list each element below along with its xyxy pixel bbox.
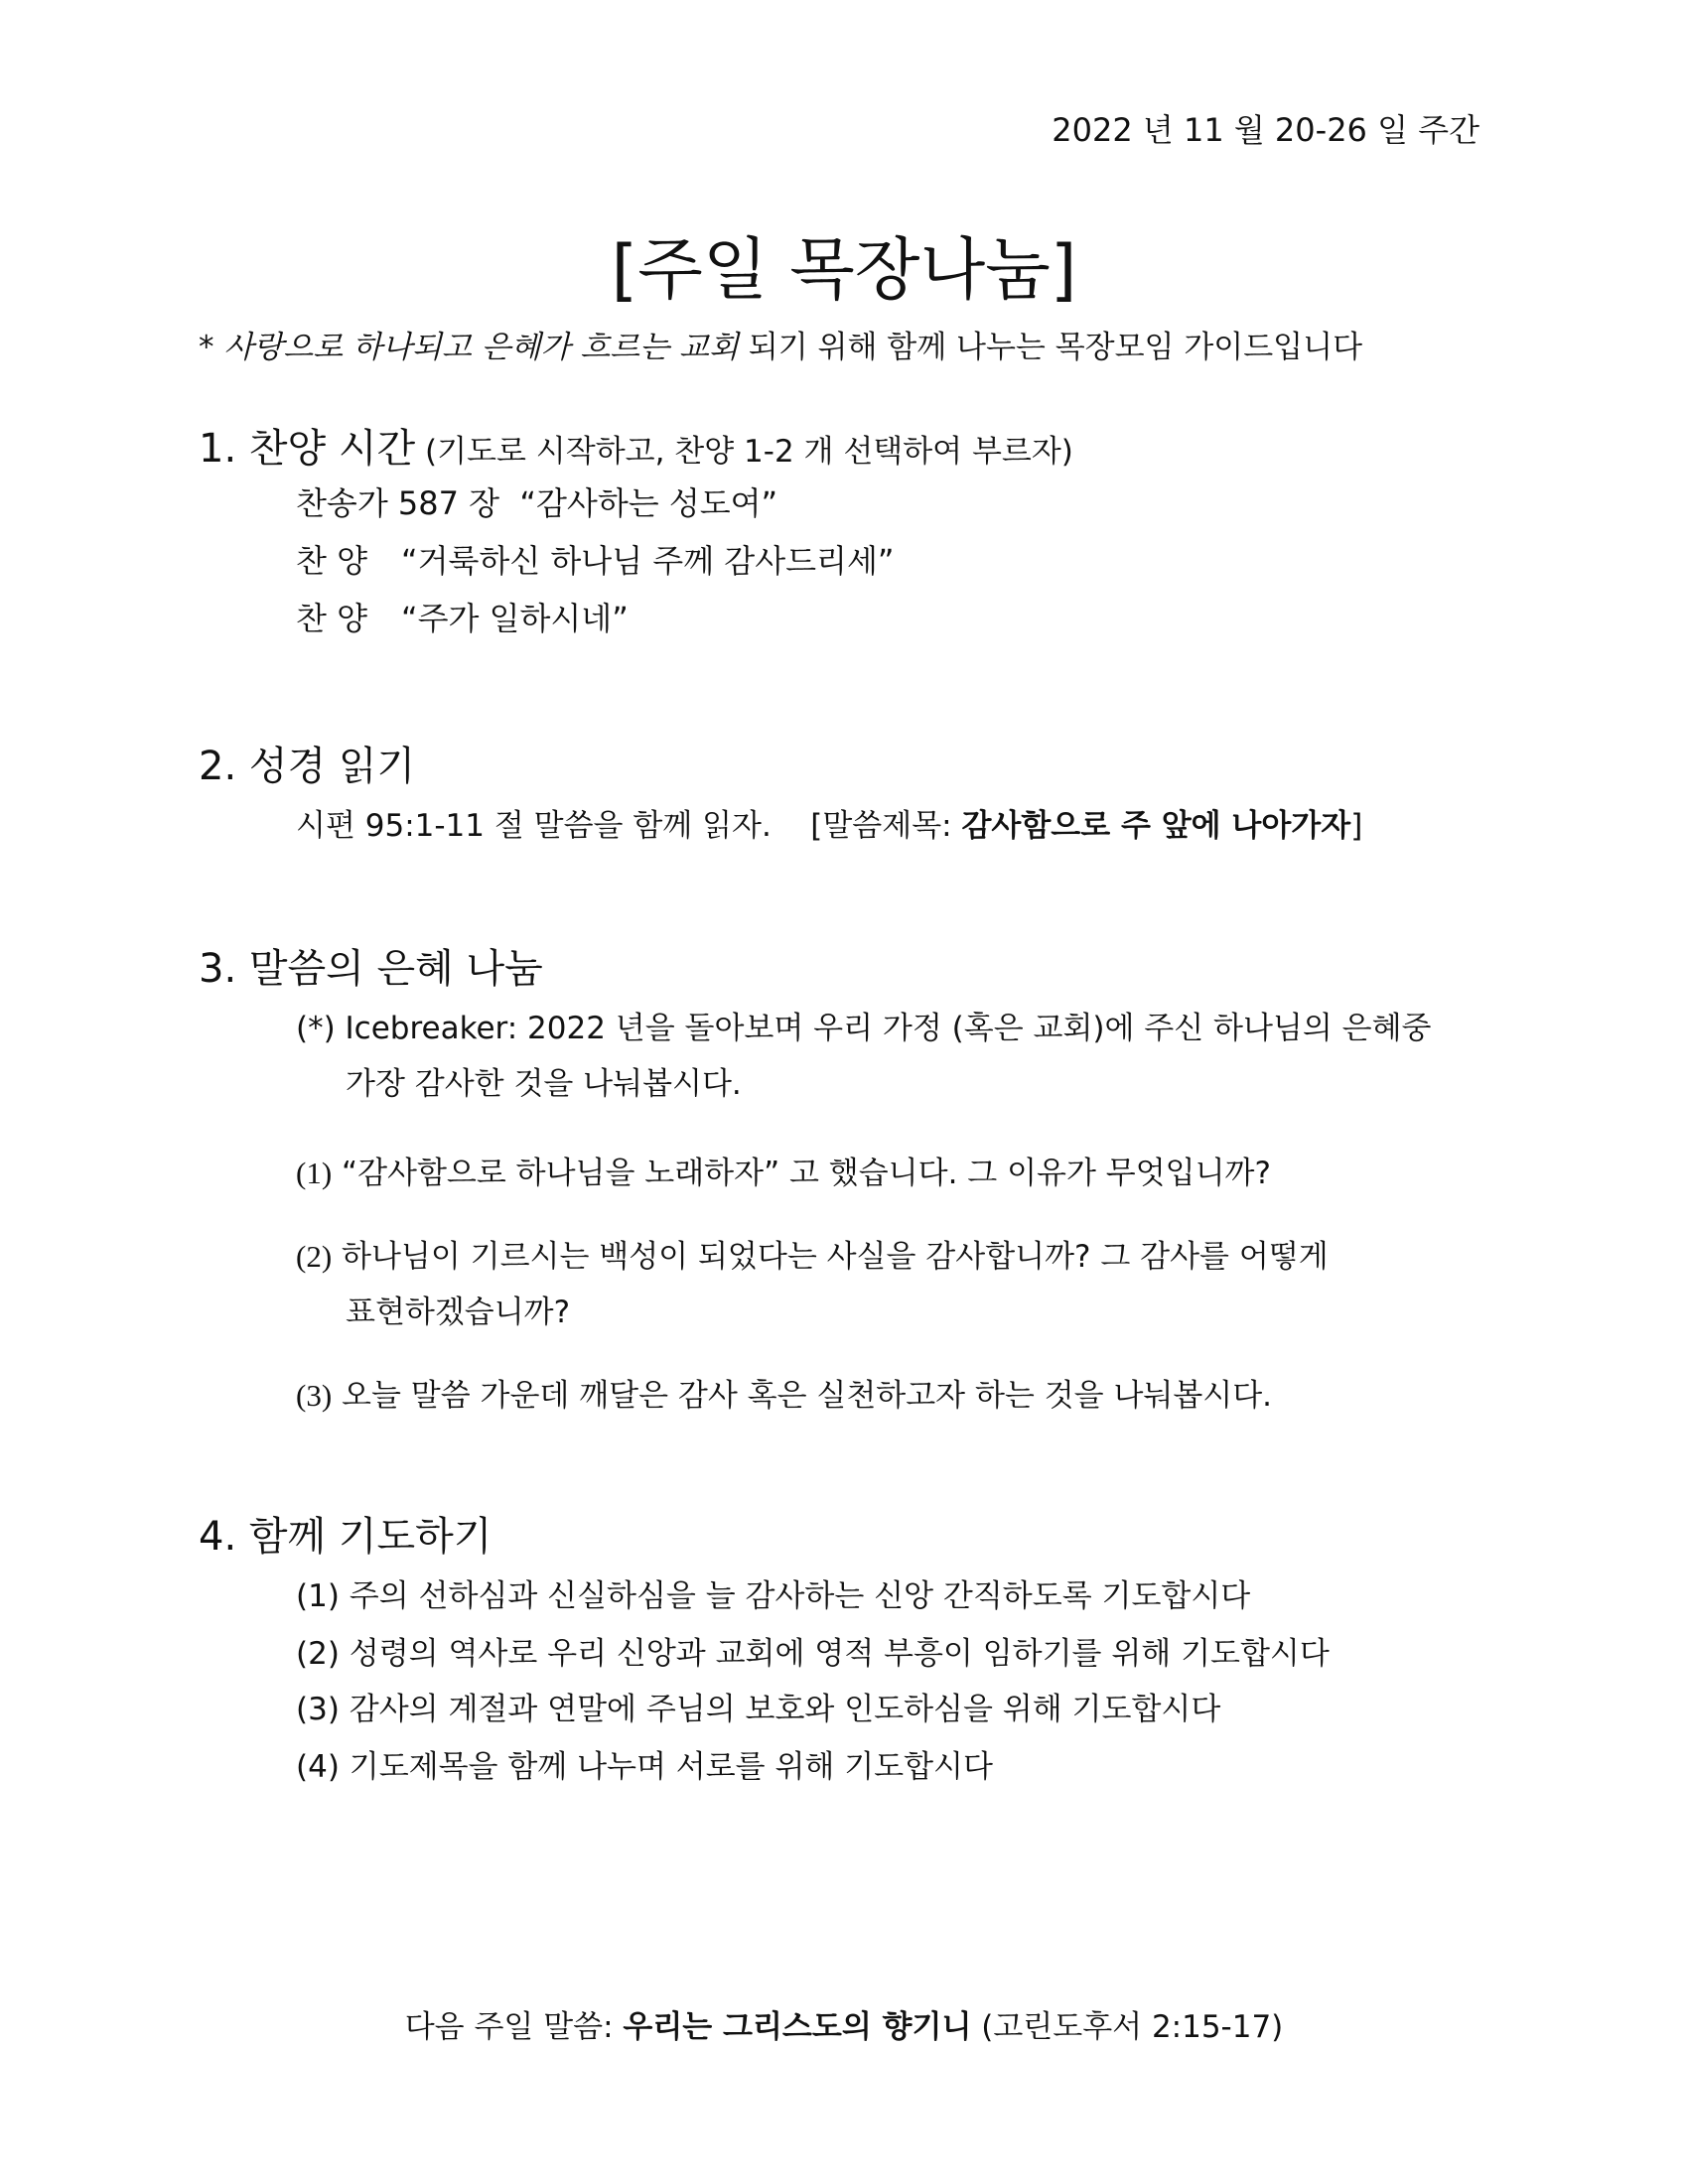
song-label: 찬 양 bbox=[296, 600, 367, 637]
section-4-heading: 4. 함께 기도하기 bbox=[199, 1514, 492, 1560]
prayer-item: (3) 감사의 계절과 연말에 주님의 보호와 인도하심을 위해 기도합시다 bbox=[296, 1692, 1221, 1727]
song-title: “거룩하신 하나님 주께 감사드리세” bbox=[401, 542, 895, 580]
next-sermon-prefix: 다음 주일 말씀: bbox=[404, 2009, 624, 2045]
next-sermon-ref: (고린도후서 2:15-17) bbox=[971, 2009, 1284, 2045]
next-sermon bbox=[0, 2001, 1688, 2046]
icebreaker-line-2: 가장 감사한 것을 나눠봅시다. bbox=[346, 1066, 742, 1102]
section-1-note: (기도로 시작하고, 찬양 1-2 개 선택하여 부르자) bbox=[415, 434, 1073, 470]
song-title: “주가 일하시네” bbox=[401, 600, 629, 637]
song-item bbox=[296, 536, 894, 582]
icebreaker-line-1: (*) Icebreaker: 2022 년을 돌아보며 우리 가정 (혹은 교회)에 주신 하나님의 은혜중 bbox=[296, 1011, 1432, 1046]
intro-star: * bbox=[199, 330, 224, 365]
song-label: 찬송가 587 장 bbox=[296, 484, 500, 522]
section-3-heading: 3. 말씀의 은혜 나눔 bbox=[199, 946, 543, 992]
next-sermon-title: 우리는 그리스도의 향기니 bbox=[623, 2009, 972, 2045]
bible-reading bbox=[296, 800, 1362, 845]
prayer-item: (2) 성령의 역사로 우리 신앙과 교회에 영적 부흥이 임하기를 위해 기도합시다 bbox=[296, 1636, 1330, 1672]
intro-italic: 사랑으로 하나되고 은혜가 흐르는 교회 bbox=[223, 330, 739, 365]
reading-text: 시편 95:1-11 절 말씀을 함께 읽자. bbox=[296, 808, 772, 844]
sermon-title: 감사함으로 주 앞에 나아가자 bbox=[961, 808, 1351, 844]
intro-rest: 되기 위해 함께 나누는 목장모임 가이드입니다 bbox=[738, 330, 1363, 365]
song-item bbox=[296, 478, 777, 524]
intro-text bbox=[199, 322, 1362, 366]
question-1 bbox=[296, 1148, 1271, 1192]
song-title: “감사하는 성도여” bbox=[519, 484, 778, 522]
sermon-suffix: ] bbox=[1350, 808, 1363, 844]
question-2 bbox=[296, 1231, 1329, 1276]
question-2-continued: 표현하겠습니까? bbox=[346, 1295, 571, 1330]
question-text: “감사함으로 하나님을 노래하자” 고 했습니다. 그 이유가 무엇입니까? bbox=[332, 1156, 1271, 1191]
song-label: 찬 양 bbox=[296, 542, 367, 580]
prayer-item: (1) 주의 선하심과 신실하심을 늘 감사하는 신앙 간직하도록 기도합시다 bbox=[296, 1578, 1251, 1614]
song-item bbox=[296, 594, 629, 639]
question-number: (3) bbox=[296, 1378, 333, 1413]
question-text: 오늘 말씀 가운데 깨달은 감사 혹은 실천하고자 하는 것을 나눠봅시다. bbox=[332, 1378, 1273, 1414]
section-1-heading bbox=[199, 417, 1073, 474]
prayer-item: (4) 기도제목을 함께 나누며 서로를 위해 기도합시다 bbox=[296, 1749, 993, 1785]
page-title: [주일 목장나눔] bbox=[611, 231, 1077, 310]
week-date: 2022 년 11 월 20-26 일 주간 bbox=[1052, 111, 1479, 149]
section-1-title: 1. 찬양 시간 bbox=[199, 426, 416, 472]
question-3 bbox=[296, 1370, 1272, 1415]
sermon-prefix: [말씀제목: bbox=[810, 808, 962, 844]
question-number: (2) bbox=[296, 1239, 333, 1274]
question-number: (1) bbox=[296, 1156, 333, 1190]
section-2-heading: 2. 성경 읽기 bbox=[199, 744, 416, 789]
question-text: 하나님이 기르시는 백성이 되었다는 사실을 감사합니까? 그 감사를 어떻게 bbox=[332, 1239, 1329, 1275]
